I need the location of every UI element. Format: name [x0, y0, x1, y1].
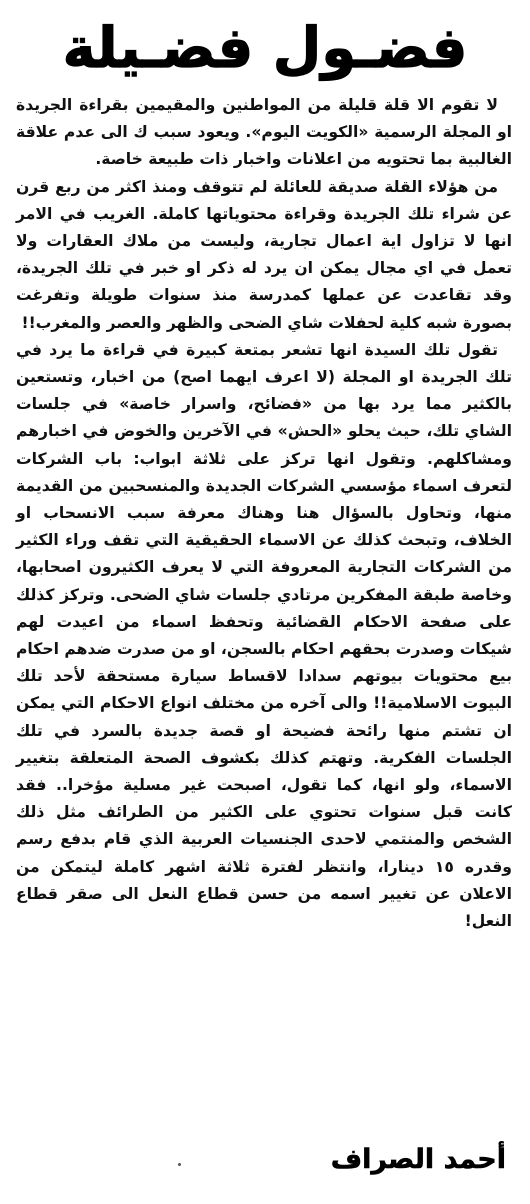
article-paragraph-3: تقول تلك السيدة انها تشعر بمتعة كبيرة في قراءة ما يرد في تلك الجريدة او المجلة (لا اعرف ايهما اصح) من اخبار، وتستعين بالكثير مما يرد بها من «فضائح، واسرار خاصة» في جلسات الشاي تلك، حيث يحلو «الحش» في الآخرين والخوض في اخبارهم ومشاكلهم. وتقول انها تركز على ثلاثة ابواب: باب الشركات لتعرف اسماء مؤسسي الشركات الجديدة والمنسحبين من القديمة منها، وتحاول بالسؤال هنا وهناك معرفة سبب الانسحاب او الخلاف، وتبحث كذلك عن الاسماء الحقيقية التي تقف وراء الكثير من الشركات التجارية المعروفة التي لا يعرف الكثيرون اصحابها، وخاصة طبقة المفكرين مرتادي جلسات شاي الضحى. وتركز كذلك على صفحة الاحكام القضائية وتحفظ اسماء من اعيدت لهم شيكات وصدرت بحقهم احكام بالسجن، او من صدرت ضدهم احكام بيع محتويات بيوتهم سدادا لاقساط سيارة مستحقة لأحد تلك البيوت الاسلامية!! والى آخره من مختلف انواع الاحكام التي يمكن ان تشتم منها رائحة فضيحة او قصة جديدة بالسرد في تلك الجلسات الفكرية. وتهتم كذلك بكشوف الصحة المتعلقة بتغيير الاسماء، ولو انها، كما تقول، اصبحت غير مسلية مؤخرا.. فقد كانت قبل سنوات تحتوي على الكثير من الطرائف مثل ذلك الشخص والمنتمي لاحدى الجنسيات العربية الذي قام بدفع رسم وقدره ١٥ دينارا، وانتظر لفترة ثلاثة اشهر كاملة ليتمكن من الاعلان عن تغيير اسمه من حسن قطاع النعل الى صقر قطاع النعل! — [16, 340, 512, 931]
article-headline: فضـول فضـيلة — [62, 16, 468, 81]
article-body — [16, 92, 512, 935]
author-byline: أحمد الصراف — [330, 1144, 506, 1175]
article-paragraph-2: من هؤلاء القلة صديقة للعائلة لم تتوقف ومنذ اكثر من ربع قرن عن شراء تلك الجريدة وقراءة محتوياتها كاملة. الغريب في الامر انها لا تزاول اية اعمال تجارية، وليست من ملاك العقارات ولا تعمل في اي مجال يمكن ان يرد له ذكر او خبر في تلك الجريدة، وقد تقاعدت عن عملها كمدرسة منذ سنوات طويلة وتفرغت بصورة شبه كلية لحفلات شاي الضحى والظهر والعصر والمغرب!! — [16, 177, 512, 332]
print-speck — [178, 1163, 181, 1166]
article-paragraph-1: لا تقوم الا قلة قليلة من المواطنين والمقيمين بقراءة الجريدة او المجلة الرسمية «الكويت اليوم». ويعود سبب ك الى عدم علاقة الغالبية بما تحتويه من اعلانات واخبار ذات طبيعة خاصة. — [16, 96, 512, 169]
